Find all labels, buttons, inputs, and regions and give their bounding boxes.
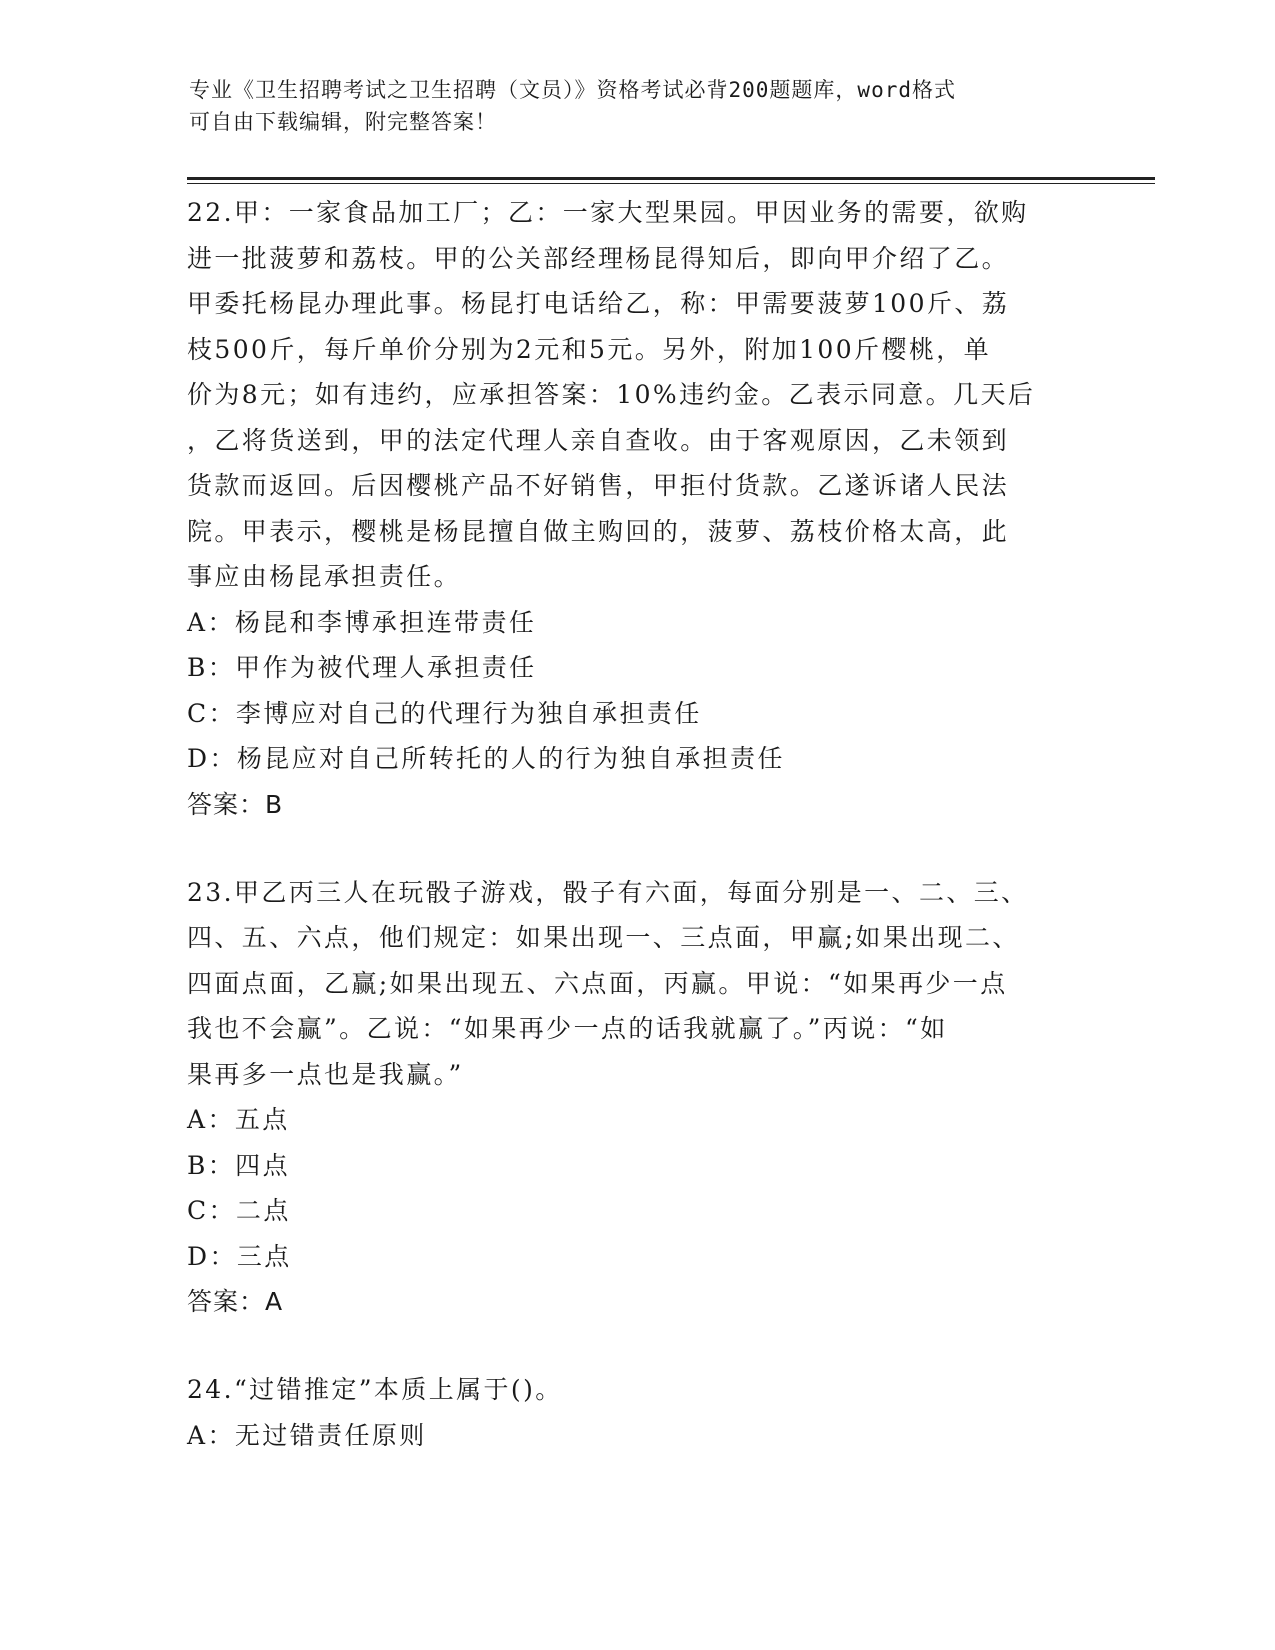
question-24-line-1: 24.“过错推定”本质上属于()。 [187, 1375, 563, 1404]
question-22-line-1: 22.甲：一家食品加工厂；乙：一家大型果园。甲因业务的需要，欲购 [187, 198, 1029, 227]
question-23-line-4: 我也不会赢”。乙说：“如果再少一点的话我就赢了。”丙说：“如 [187, 1014, 948, 1043]
question-22-line-7: 货款而返回。后因樱桃产品不好销售，甲拒付货款。乙遂诉诸人民法 [187, 471, 1010, 500]
question-22-option-b: B：甲作为被代理人承担责任 [187, 653, 537, 682]
question-22-option-d: D：杨昆应对自己所转托的人的行为独自承担责任 [187, 744, 785, 773]
question-23 [187, 870, 1087, 1326]
question-22-answer: 答案：B [187, 789, 284, 819]
question-22-line-5: 价为8元；如有违约，应承担答案：10%违约金。乙表示同意。几天后 [187, 380, 1036, 409]
question-22-option-a: A：杨昆和李博承担连带责任 [187, 607, 537, 637]
question-list [187, 190, 1087, 1458]
header-divider-thick [187, 177, 1155, 180]
question-22 [187, 190, 1087, 828]
question-24 [187, 1367, 1087, 1458]
question-23-answer: 答案：A [187, 1287, 284, 1316]
question-22-line-9: 事应由杨昆承担责任。 [187, 562, 462, 591]
question-22-line-8: 院。甲表示，樱桃是杨昆擅自做主购回的，菠萝、荔枝价格太高，此 [187, 516, 1010, 546]
question-23-line-1: 23.甲乙丙三人在玩骰子游戏，骰子有六面，每面分别是一、二、三、 [187, 877, 1029, 907]
question-22-line-2: 进一批菠萝和荔枝。甲的公关部经理杨昆得知后，即向甲介绍了乙。 [187, 243, 1010, 273]
question-22-line-3: 甲委托杨昆办理此事。杨昆打电话给乙，称：甲需要菠萝100斤、荔 [187, 289, 1010, 318]
header-line-1: 专业《卫生招聘考试之卫生招聘（文员）》资格考试必背200题题库，word格式 [189, 78, 956, 102]
question-22-option-c: C：李博应对自己的代理行为独自承担责任 [187, 698, 702, 728]
question-23-option-d: D：三点 [187, 1241, 292, 1271]
question-gap [187, 1325, 1087, 1367]
question-23-option-b: B：四点 [187, 1150, 290, 1180]
question-gap [187, 828, 1087, 870]
question-23-line-5: 果再多一点也是我赢。” [187, 1059, 464, 1089]
question-22-line-4: 枝500斤，每斤单价分别为2元和5元。另外，附加100斤樱桃，单 [187, 334, 992, 364]
question-23-line-3: 四面点面，乙赢;如果出现五、六点面，丙赢。甲说：“如果再少一点 [187, 968, 1008, 998]
question-24-option-a: A：无过错责任原则 [187, 1420, 427, 1450]
header-divider-thin [187, 183, 1155, 184]
question-23-option-c: C：二点 [187, 1196, 291, 1225]
document-header [189, 74, 1089, 138]
question-23-option-a: A：五点 [187, 1105, 290, 1134]
question-23-line-2: 四、五、六点，他们规定：如果出现一、三点面，甲赢;如果出现二、 [187, 923, 1020, 952]
header-line-2: 可自由下载编辑，附完整答案！ [189, 110, 497, 134]
question-22-line-6: ，乙将货送到，甲的法定代理人亲自查收。由于客观原因，乙未领到 [187, 425, 1010, 455]
